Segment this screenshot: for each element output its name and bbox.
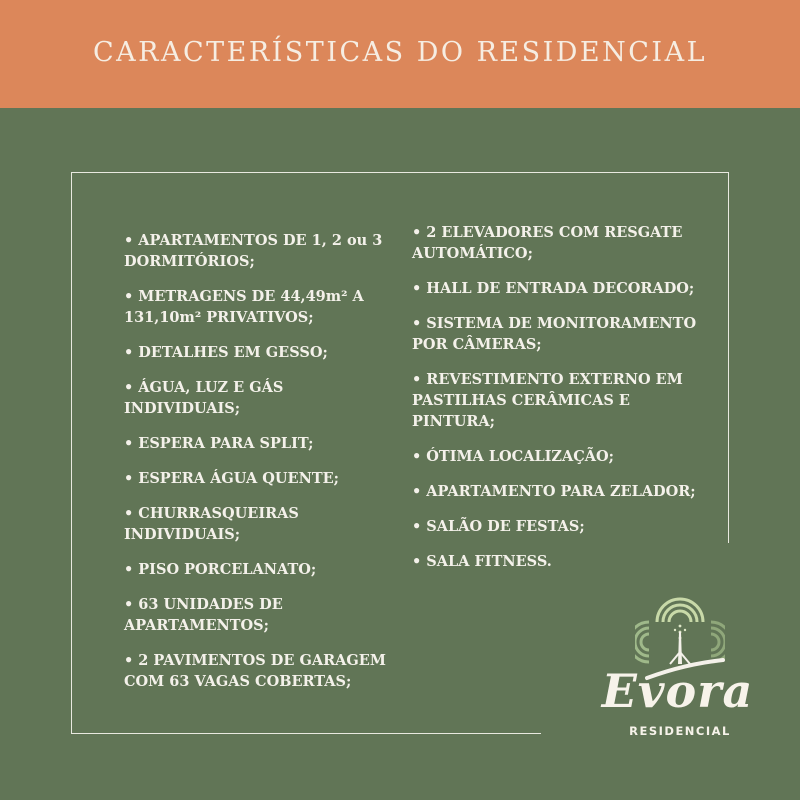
list-item: • SISTEMA DE MONITORAMENTO POR CÂMERAS; — [412, 315, 697, 353]
bullet: • — [124, 435, 134, 452]
list-item: • APARTAMENTOS DE 1, 2 ou 3 DORMITÓRIOS; — [124, 232, 383, 270]
bullet: • — [412, 224, 422, 241]
list-item: • METRAGENS DE 44,49m² A 131,10m² PRIVATIVOS; — [124, 288, 364, 326]
list-item: • ÁGUA, LUZ E GÁS INDIVIDUAIS; — [124, 379, 284, 417]
list-item: • 63 UNIDADES DE APARTAMENTOS; — [124, 596, 283, 634]
bullet: • — [124, 561, 134, 578]
bullet: • — [124, 288, 134, 305]
bullet: • — [124, 379, 134, 396]
frame-border-bottom — [71, 733, 541, 734]
list-item: • ESPERA ÁGUA QUENTE; — [124, 470, 340, 487]
list-item: • 2 ELEVADORES COM RESGATE AUTOMÁTICO; — [412, 224, 683, 262]
evora-logo — [595, 592, 765, 752]
list-item: • APARTAMENTO PARA ZELADOR; — [412, 483, 696, 500]
bullet: • — [124, 505, 134, 522]
page-title: CARACTERÍSTICAS DO RESIDENCIAL — [92, 36, 708, 68]
bullet: • — [412, 280, 422, 297]
bullet: • — [124, 344, 134, 361]
list-item: • SALÃO DE FESTAS; — [412, 518, 585, 535]
list-item: • ÓTIMA LOCALIZAÇÃO; — [412, 448, 615, 465]
bullet: • — [412, 518, 422, 535]
bullet: • — [124, 232, 134, 249]
bullet: • — [124, 652, 134, 669]
list-item: • HALL DE ENTRADA DECORADO; — [412, 280, 695, 297]
frame-border-top — [71, 172, 729, 173]
logo-wordmark: Evora — [601, 664, 754, 718]
bullet: • — [412, 448, 422, 465]
frame-border-left — [71, 172, 72, 734]
logo-subtitle: RESIDENCIAL — [629, 724, 731, 738]
bullet: • — [412, 371, 422, 388]
list-item: • ESPERA PARA SPLIT; — [124, 435, 314, 452]
list-item: • CHURRASQUEIRAS INDIVIDUAIS; — [124, 505, 299, 543]
list-item: • 2 PAVIMENTOS DE GARAGEM COM 63 VAGAS COBERTAS; — [124, 652, 386, 690]
bullet: • — [124, 470, 134, 487]
bullet: • — [412, 553, 422, 570]
bullet: • — [412, 315, 422, 332]
bullet: • — [124, 596, 134, 613]
list-item: • PISO PORCELANATO; — [124, 561, 317, 578]
header-banner — [0, 0, 800, 108]
features-list-left — [124, 230, 394, 706]
bullet: • — [412, 483, 422, 500]
list-item: • DETALHES EM GESSO; — [124, 344, 328, 361]
list-item: • REVESTIMENTO EXTERNO EM PASTILHAS CERÂMICAS E PINTURA; — [412, 371, 683, 430]
features-list-right — [412, 222, 702, 586]
frame-border-right — [728, 172, 729, 543]
list-item: • SALA FITNESS. — [412, 553, 552, 570]
